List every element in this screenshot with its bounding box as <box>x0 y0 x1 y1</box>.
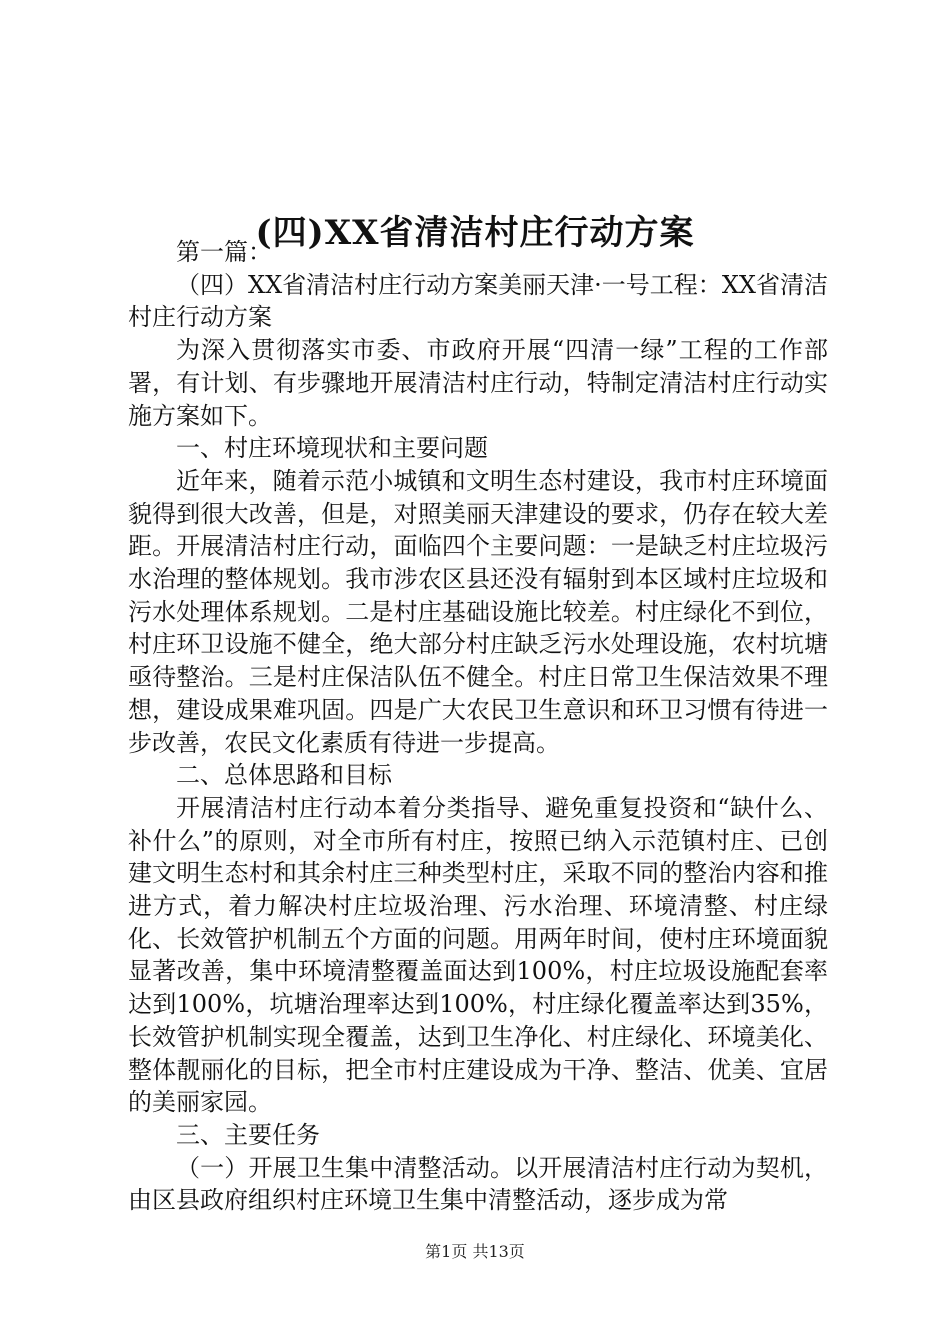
subtitle-paragraph: （四）XX省清洁村庄行动方案美丽天津·一号工程：XX省清洁村庄行动方案 <box>128 270 828 332</box>
intro-paragraph: 为深入贯彻落实市委、市政府开展“四清一绿”工程的工作部署，有计划、有步骤地开展清洁村庄行动，特制定清洁村庄行动实施方案如下。 <box>128 336 828 430</box>
section-label: 第一篇： <box>176 238 272 266</box>
body-paragraph-1: 近年来，随着示范小城镇和文明生态村建设，我市村庄环境面貌得到很大改善，但是，对照美丽天津建设的要求，仍存在较大差距。开展清洁村庄行动，面临四个主要问题：一是缺乏村庄垃圾污水治理的整体规划。我市涉农区县还没有辐射到本区域村庄垃圾和污水处理体系规划。二是村庄基础设施比较差。村庄绿化不到位，村庄环卫设施不健全，绝大部分村庄缺乏污水处理设施，农村坑塘亟待整治。三是村庄保洁队伍不健全。村庄日常卫生保洁效果不理想，建设成果难巩固。四是广大农民卫生意识和环卫习惯有待进一步改善，农民文化素质有待进一步提高。 <box>128 466 828 757</box>
body-paragraph-3: （一）开展卫生集中清整活动。以开展清洁村庄行动为契机，由区县政府组织村庄环境卫生集中清整活动，逐步成为常 <box>128 1153 828 1215</box>
document-title: (四)XX省清洁村庄行动方案 <box>255 212 695 253</box>
section-heading-2: 二、总体思路和目标 <box>176 761 392 790</box>
section-heading-1: 一、村庄环境现状和主要问题 <box>176 434 488 463</box>
document-body <box>128 236 828 1217</box>
section-heading-3: 三、主要任务 <box>176 1120 320 1149</box>
page-number-footer: 第1页 共13页 <box>425 1242 525 1261</box>
body-paragraph-2: 开展清洁村庄行动本着分类指导、避免重复投资和“缺什么、补什么”的原则，对全市所有村庄，按照已纳入示范镇村庄、已创建文明生态村和其余村庄三种类型村庄，采取不同的整治内容和推进方式，着力解决村庄垃圾治理、污水治理、环境清整、村庄绿化、长效管护机制五个方面的问题。用两年时间，使村庄环境面貌显著改善，集中环境清整覆盖面达到100%，村庄垃圾设施配套率达到100%，坑塘治理率达到100%，村庄绿化覆盖率达到35%，长效管护机制实现全覆盖，达到卫生净化、村庄绿化、环境美化、整体靓丽化的目标，把全市村庄建设成为干净、整洁、优美、宜居的美丽家园。 <box>128 793 828 1117</box>
